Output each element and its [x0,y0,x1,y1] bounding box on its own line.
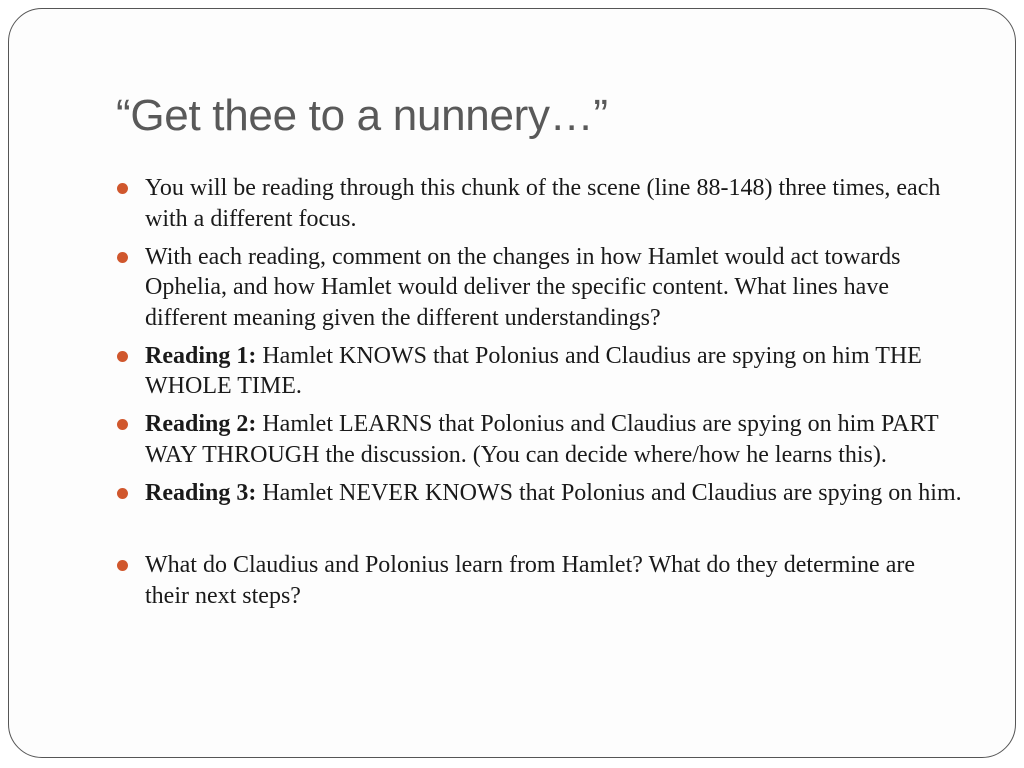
bullet-lead: Reading 2: [145,411,257,437]
slide-title: “Get thee to a nunnery…” [116,91,608,140]
bullet-text: Hamlet NEVER KNOWS that Polonius and Claudius are spying on him. [256,479,962,506]
bullet-dot-icon [117,252,128,263]
bullet-text: Hamlet LEARNS that Polonius and Claudius are spying on him PART WAY THROUGH the discussion. (You can decide where/how he learns this). [145,411,939,468]
bullet-item-reading-2 [117,409,963,470]
bullet-text: With each reading, comment on the changes in how Hamlet would act towards Ophelia, and how Hamlet would deliver the specific content. What lines have different meaning given the different understandings? [145,243,901,331]
bullet-lead: Reading 1: [145,342,257,369]
bullet-text: Hamlet KNOWS that Polonius and Claudius are spying on him THE WHOLE TIME. [145,342,922,399]
bullet-item-reading-1 [117,341,963,402]
bullet-lead: Reading 3: [145,479,257,506]
bullet-item-reading-3 [117,478,963,509]
bullet-dot-icon [117,183,128,194]
bullet-dot-icon [117,419,128,430]
bullet-item [117,550,963,611]
bullet-item [117,173,963,234]
bullet-text: What do Claudius and Polonius learn from Hamlet? What do they determine are their next steps? [145,552,916,609]
bullet-text: You will be reading through this chunk of the scene (line 88-148) three times, each with a different focus. [145,175,941,232]
bullet-item [117,242,963,334]
bullet-list [117,173,963,619]
bullet-dot-icon [117,560,128,571]
bullet-dot-icon [117,351,128,362]
bullet-dot-icon [117,488,128,499]
slide-frame [8,8,1016,758]
